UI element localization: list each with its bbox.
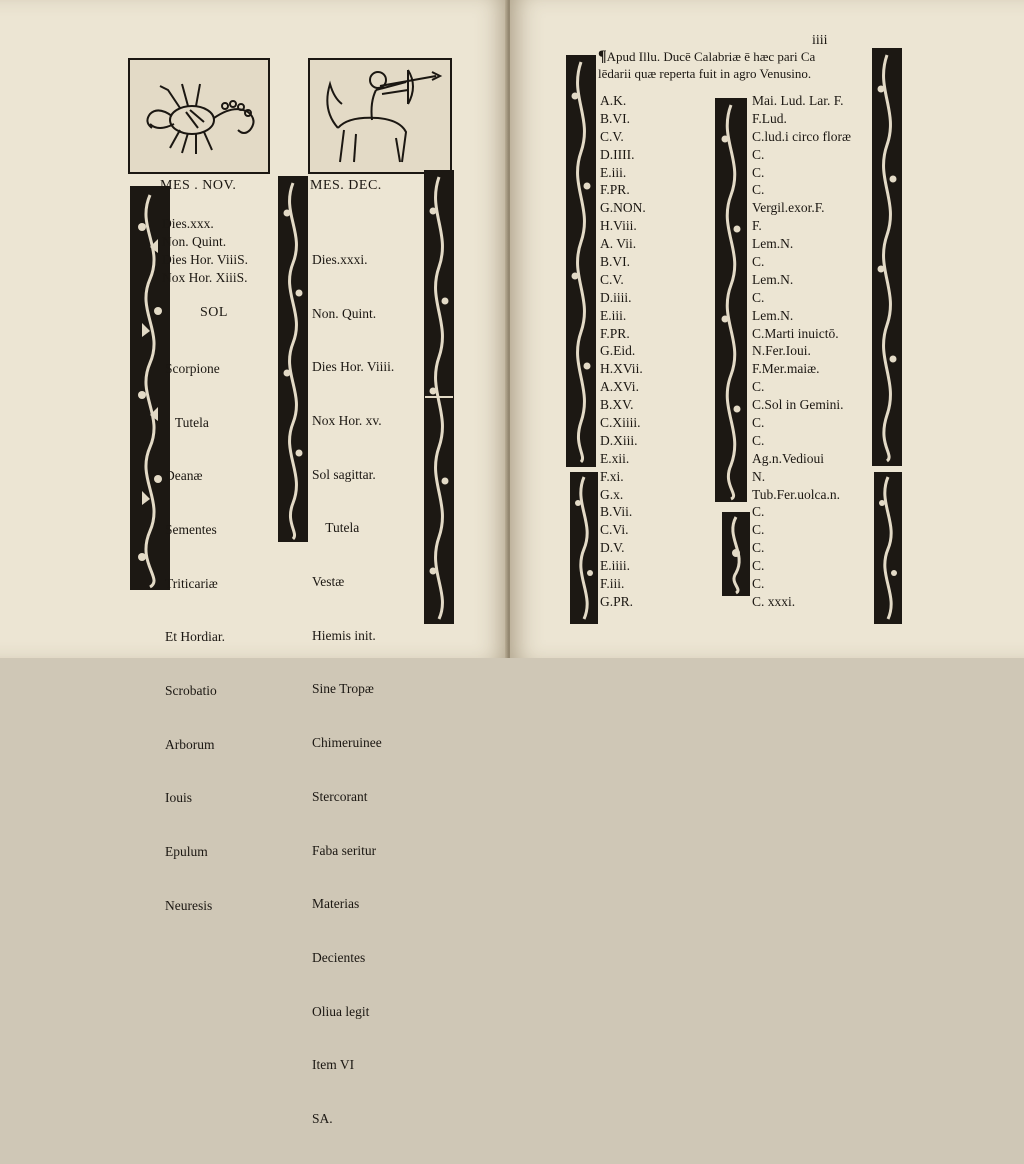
calendar-note: Lem.N. [752, 236, 794, 252]
calendar-day: E.iii. [600, 164, 627, 180]
text-line: Nox Hor. XiiiS. [162, 269, 248, 285]
calendar-note: C. [752, 504, 765, 520]
text-line: Scrobatio [165, 683, 217, 699]
calendar-day: D.iiii. [600, 289, 632, 305]
calendar-note: C. xxxi. [752, 593, 796, 609]
calendar-note: C. [752, 558, 765, 574]
calendar-day: G.x. [600, 486, 624, 502]
text-line: SA. [312, 1111, 333, 1127]
calendar-note: C. [752, 289, 765, 305]
sagittarius-woodcut [308, 58, 452, 174]
calendar-day: G.NON. [600, 200, 646, 216]
text-line: Epulum [165, 844, 208, 860]
ornamental-border [424, 170, 454, 624]
calendar-day: B.XV. [600, 397, 634, 413]
calendar-day: B.VI. [600, 110, 630, 126]
ornamental-border [874, 472, 902, 624]
text-line: Scorpione [165, 360, 220, 376]
text-line: Tutela [312, 520, 360, 536]
text-line: Triticariæ [165, 575, 218, 591]
scorpio-woodcut [128, 58, 270, 174]
text-line: Faba seritur [312, 842, 377, 858]
calendar-day: D.IIII. [600, 146, 635, 162]
ornamental-border [872, 48, 902, 466]
heading-text: Apud Illu. Ducē Calabriæ ē hæc pari Ca [606, 49, 816, 64]
calendar-day: A.XVi. [600, 379, 639, 395]
text-line: Vestæ [312, 574, 345, 590]
text-line: Sine Tropæ [312, 681, 374, 697]
november-text-2 [165, 324, 225, 951]
calendar-note: C.Marti inuictō. [752, 325, 839, 341]
calendar-day: C.Xiiii. [600, 415, 641, 431]
text-line: Nox Hor. xv. [312, 412, 382, 428]
calendar-day: F.PR. [600, 325, 630, 341]
calendar-day: E.iiii. [600, 558, 630, 574]
calendar-note: C. [752, 146, 765, 162]
ornamental-border [715, 98, 747, 502]
text-line: Dies.xxx. [162, 216, 214, 231]
calendar-note: Ag.n.Vedioui [752, 450, 824, 466]
calendar-day: F.PR. [600, 182, 630, 198]
text-line: Materias [312, 896, 360, 912]
calendar-note: F.Mer.maiæ. [752, 361, 820, 377]
calendar-day: A.K. [600, 93, 627, 108]
december-heading: MES. DEC. [310, 178, 382, 193]
calendar-day: C.V. [600, 271, 624, 287]
text-line: Hiemis init. [312, 627, 376, 643]
calendar-note: Mai. Lud. Lar. F. [752, 93, 844, 108]
text-line: Decientes [312, 949, 366, 965]
text-line: Oliua legit [312, 1003, 370, 1019]
text-line: Non. Quint. [162, 233, 227, 249]
left-page [0, 0, 508, 1127]
text-line: Dies Hor. Viiii. [312, 359, 395, 375]
sol-heading: SOL [200, 305, 228, 320]
paragraph-mark: ¶ [598, 48, 607, 65]
december-text [312, 215, 394, 1164]
text-line: Sol sagittar. [312, 466, 376, 482]
calendar-note: C. [752, 164, 765, 180]
calendar-day: F.xi. [600, 468, 624, 484]
november-text [162, 215, 248, 287]
text-line: Non. Quint. [312, 305, 377, 321]
right-page [510, 0, 1024, 658]
text-line: Arborum [165, 736, 215, 752]
calendar-heading-line-1 [598, 48, 815, 66]
ornamental-border [722, 512, 750, 596]
text-line: Dies.xxxi. [312, 251, 368, 267]
calendar-note: N.Fer.Ioui. [752, 343, 811, 359]
text-line: Item VI [312, 1057, 355, 1073]
calendar-note: C. [752, 415, 765, 431]
calendar-note: C. [752, 254, 765, 270]
calendar-day: C.V. [600, 128, 624, 144]
calendar-note: C. [752, 540, 765, 556]
text-line: Sementes [165, 521, 217, 537]
calendar-note: Lem.N. [752, 307, 794, 323]
text-line: Dies Hor. ViiiS. [162, 251, 248, 267]
calendar-note-column [752, 92, 851, 611]
calendar-day: B.Vii. [600, 504, 633, 520]
calendar-note: C. [752, 432, 765, 448]
calendar-note: C.Sol in Gemini. [752, 397, 844, 413]
calendar-day: D.V. [600, 540, 625, 556]
calendar-day: C.Vi. [600, 522, 629, 538]
calendar-day: E.xii. [600, 450, 630, 466]
calendar-day: H.XVii. [600, 361, 643, 377]
calendar-day: G.Eid. [600, 343, 636, 359]
folio-number: iiii [812, 33, 828, 48]
calendar-day: F.iii. [600, 576, 625, 592]
calendar-day: B.VI. [600, 254, 630, 270]
calendar-note: C. [752, 182, 765, 198]
calendar-note: C. [752, 379, 765, 395]
calendar-note: Vergil.exor.F. [752, 200, 825, 216]
text-line: Tutela [165, 414, 209, 430]
calendar-note: F.Lud. [752, 110, 787, 126]
calendar-note: C.lud.i circo floræ [752, 128, 851, 144]
calendar-day: G.PR. [600, 593, 634, 609]
calendar-day: D.Xiii. [600, 432, 638, 448]
calendar-note: F. [752, 218, 762, 234]
calendar-heading-line-2: lēdarii quæ reperta fuit in agro Venusino. [598, 66, 812, 81]
ornamental-border [570, 472, 598, 624]
text-line: Chimeruinee [312, 735, 382, 751]
calendar-day: E.iii. [600, 307, 627, 323]
text-line: Deanæ [165, 468, 203, 484]
text-line: Et Hordiar. [165, 629, 225, 645]
calendar-note: C. [752, 576, 765, 592]
calendar-note: C. [752, 522, 765, 538]
november-heading: MES . NOV. [160, 178, 237, 193]
calendar-note: N. [752, 468, 766, 484]
text-line: Iouis [165, 790, 192, 806]
text-line: Stercorant [312, 788, 368, 804]
calendar-day: H.Viii. [600, 218, 637, 234]
ornamental-border [278, 176, 308, 542]
ornamental-border [566, 55, 596, 467]
calendar-note: Tub.Fer.uolca.n. [752, 486, 841, 502]
calendar-day-column [600, 92, 646, 611]
calendar-day: A. Vii. [600, 236, 637, 252]
text-line: Neuresis [165, 897, 213, 913]
calendar-note: Lem.N. [752, 271, 794, 287]
